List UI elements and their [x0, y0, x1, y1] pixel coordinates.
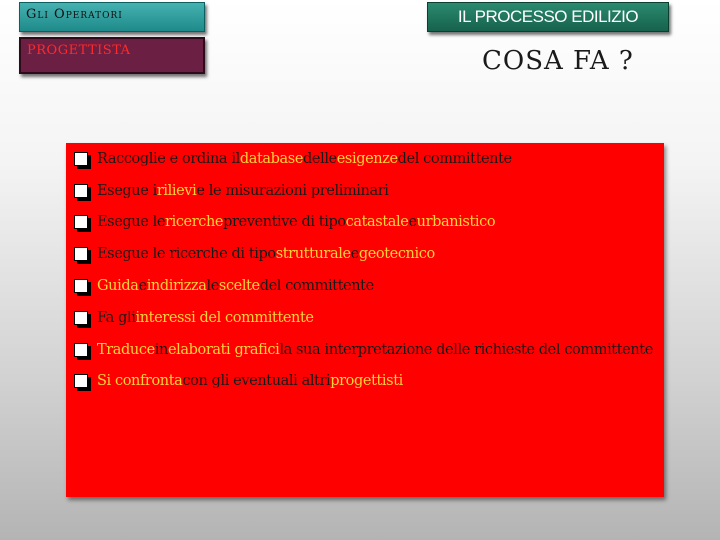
bullet-text: la sua interpretazione delle richieste del committente [279, 341, 653, 358]
bullet-list [74, 143, 653, 397]
checkbox-square-icon [74, 247, 88, 261]
highlighted-text: geotecnico [358, 246, 435, 263]
list-item [74, 366, 653, 398]
highlighted-text: catastale [345, 214, 409, 231]
list-item [74, 143, 653, 175]
page-title: COSA FA ? [482, 46, 634, 76]
bullet-text: Fa gli [97, 309, 136, 326]
highlighted-text: urbanistico [416, 214, 496, 231]
checkbox-square-icon [74, 215, 88, 229]
highlighted-text: indirizza [146, 278, 207, 295]
highlighted-text: progettisti [330, 373, 403, 390]
checkbox-square-icon [74, 343, 88, 357]
highlighted-text: scelte [218, 278, 260, 295]
highlighted-text: strutturale [275, 246, 351, 263]
highlighted-text: esigenze [336, 150, 398, 167]
checkbox-square-icon [74, 279, 88, 293]
bullet-text: in [154, 341, 168, 358]
highlighted-text: elaborati grafici [167, 341, 280, 358]
bullet-text: e [138, 278, 147, 295]
highlighted-text: interessi del committente [135, 309, 314, 326]
bullet-text: del committente [397, 150, 512, 167]
list-item [74, 334, 653, 366]
bullet-text: e [350, 246, 359, 263]
highlighted-text: database [239, 150, 304, 167]
highlighted-text: rilievi [156, 182, 197, 199]
list-item [74, 207, 653, 239]
bullet-text: Esegue le [97, 214, 166, 231]
bullet-text: del committente [259, 278, 374, 295]
bullet-text: Raccoglie e ordina il [97, 150, 240, 167]
highlighted-text: Guida [97, 278, 139, 295]
list-item [74, 238, 653, 270]
highlighted-text: ricerche [165, 214, 224, 231]
list-item [74, 270, 653, 302]
operators-tag [19, 2, 205, 32]
bullet-text: le [206, 278, 219, 295]
highlighted-text: Si confronta [97, 373, 183, 390]
role-tag [19, 37, 205, 74]
highlighted-text: Traduce [97, 341, 155, 358]
checkbox-square-icon [74, 184, 88, 198]
checkbox-square-icon [74, 374, 88, 388]
list-item [74, 302, 653, 334]
bullet-text: Esegue i [97, 182, 157, 199]
checkbox-square-icon [74, 152, 88, 166]
bullet-text: Esegue le ricerche di tipo [97, 246, 276, 263]
bullet-text: e [408, 214, 417, 231]
section-tag [427, 2, 669, 32]
bullet-text: preventive di tipo [223, 214, 346, 231]
section-tag-label: IL PROCESSO EDILIZIO [457, 7, 639, 26]
list-item [74, 175, 653, 207]
bullet-text: delle [303, 150, 337, 167]
checkbox-square-icon [74, 311, 88, 325]
operators-tag-label: Gli Operatori [26, 7, 123, 22]
role-tag-label: PROGETTISTA [27, 43, 131, 58]
bullet-text: con gli eventuali altri [182, 373, 331, 390]
bullet-text: e le misurazioni preliminari [196, 182, 389, 199]
